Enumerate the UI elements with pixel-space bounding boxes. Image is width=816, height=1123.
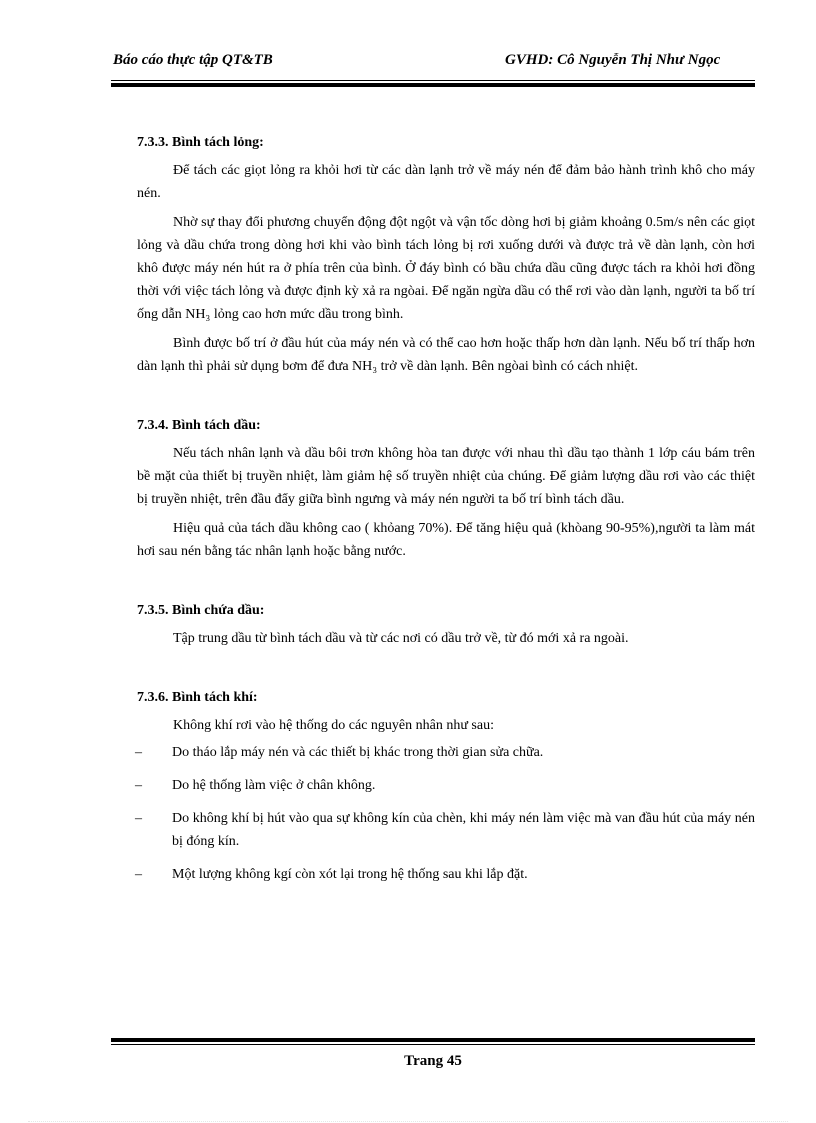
paragraph: Tập trung dầu từ bình tách dầu và từ các nơi có dầu trở về, từ đó mới xả ra ngoài. — [173, 631, 629, 646]
header-report-title: Báo cáo thực tập QT&TB — [113, 52, 273, 68]
footer-divider — [111, 1038, 755, 1045]
dash-bullet-icon: – — [135, 867, 142, 882]
header-divider — [111, 80, 755, 87]
section-heading: 7.3.5. Bình chứa dầu: — [137, 603, 265, 618]
list-item — [135, 807, 755, 853]
list-item-text: Do tháo lắp máy nén và các thiết bị khác trong thời gian sửa chữa. — [172, 745, 544, 760]
list-item — [135, 741, 755, 764]
list-item-text: Một lượng không kgí còn xót lại trong hệ thống sau khi lắp đặt. — [172, 867, 528, 882]
list-item-text: Do không khí bị hút vào qua sự không kín của chèn, khi máy nén làm việc mà van đầu hút của máy nén bị đóng kín. — [172, 811, 755, 849]
paragraph: Nếu tách nhân lạnh và dầu bôi trơn không hòa tan được với nhau thì dầu tạo thành 1 lớp cáu bám trên bề mặt của thiết bị truyền nhiệt, làm giảm hệ số truyền nhiệt của chúng. Để giảm lượng dầu rơi vào các thiệt bị truyền nhiệt, trên đầu đẩy giữa bình ngưng và máy nén người ta bố trí bình tách dầu. — [137, 446, 755, 507]
section-heading: 7.3.6. Bình tách khí: — [137, 690, 258, 705]
document-body — [137, 131, 755, 922]
section-heading: 7.3.3. Bình tách lỏng: — [137, 135, 264, 150]
header-supervisor: GVHD: Cô Nguyễn Thị Như Ngọc — [505, 52, 721, 68]
list-item — [135, 863, 755, 886]
section-binh-tach-long — [137, 131, 755, 378]
section-binh-tach-dau — [137, 414, 755, 563]
dash-bullet-icon: – — [135, 778, 142, 793]
bullet-list — [135, 741, 755, 886]
dash-bullet-icon: – — [135, 745, 142, 760]
list-item-text: Do hệ thống làm việc ở chân không. — [172, 778, 376, 793]
paragraph: Không khí rơi vào hệ thống do các nguyên nhân như sau: — [173, 718, 494, 733]
paragraph: Hiệu quả của tách dầu không cao ( khỏang 70%). Để tăng hiệu quả (khòang 90-95%),người ta làm mát hơi sau nén bằng tác nhân lạnh hoặc bằng nước. — [137, 521, 755, 559]
section-heading: 7.3.4. Bình tách dầu: — [137, 418, 261, 433]
paragraph: Nhờ sự thay đổi phương chuyển động đột ngột và vận tốc dòng hơi bị giảm khoảng 0.5m/s nên các giọt lỏng và dầu chứa trong dòng hơi khi vào bình tách lỏng bị rơi xuống dưới và được trả về dàn lạnh, còn hơi khô được máy nén hút ra ở phía trên của bình. Ở đáy bình có bầu chứa dầu cũng được tách ra khỏi hơi đồng thời với việc tách lỏng và được định kỳ xả ra ngòai. Để ngăn ngừa dầu có thể rơi vào dàn lạnh, người ta bố trí ống dẫn NH₃ lỏng cao hơn mức dầu trong bình. — [137, 215, 755, 322]
list-item — [135, 774, 755, 797]
page-number: Trang 45 — [404, 1053, 462, 1069]
section-binh-chua-dau — [137, 599, 755, 650]
paragraph: Bình được bố trí ở đầu hút của máy nén và có thể cao hơn hoặc thấp hơn dàn lạnh. Nếu bố trí thấp hơn dàn lạnh thì phải sử dụng bơm để đưa NH₃ trở về dàn lạnh. Bên ngòai bình có cách nhiệt. — [137, 336, 755, 374]
paragraph: Để tách các giọt lỏng ra khỏi hơi từ các dàn lạnh trở về máy nén để đảm bảo hành trình khô cho máy nén. — [137, 163, 755, 201]
dash-bullet-icon: – — [135, 811, 142, 826]
page-edge-divider — [28, 1121, 788, 1122]
section-binh-tach-khi — [137, 686, 755, 886]
